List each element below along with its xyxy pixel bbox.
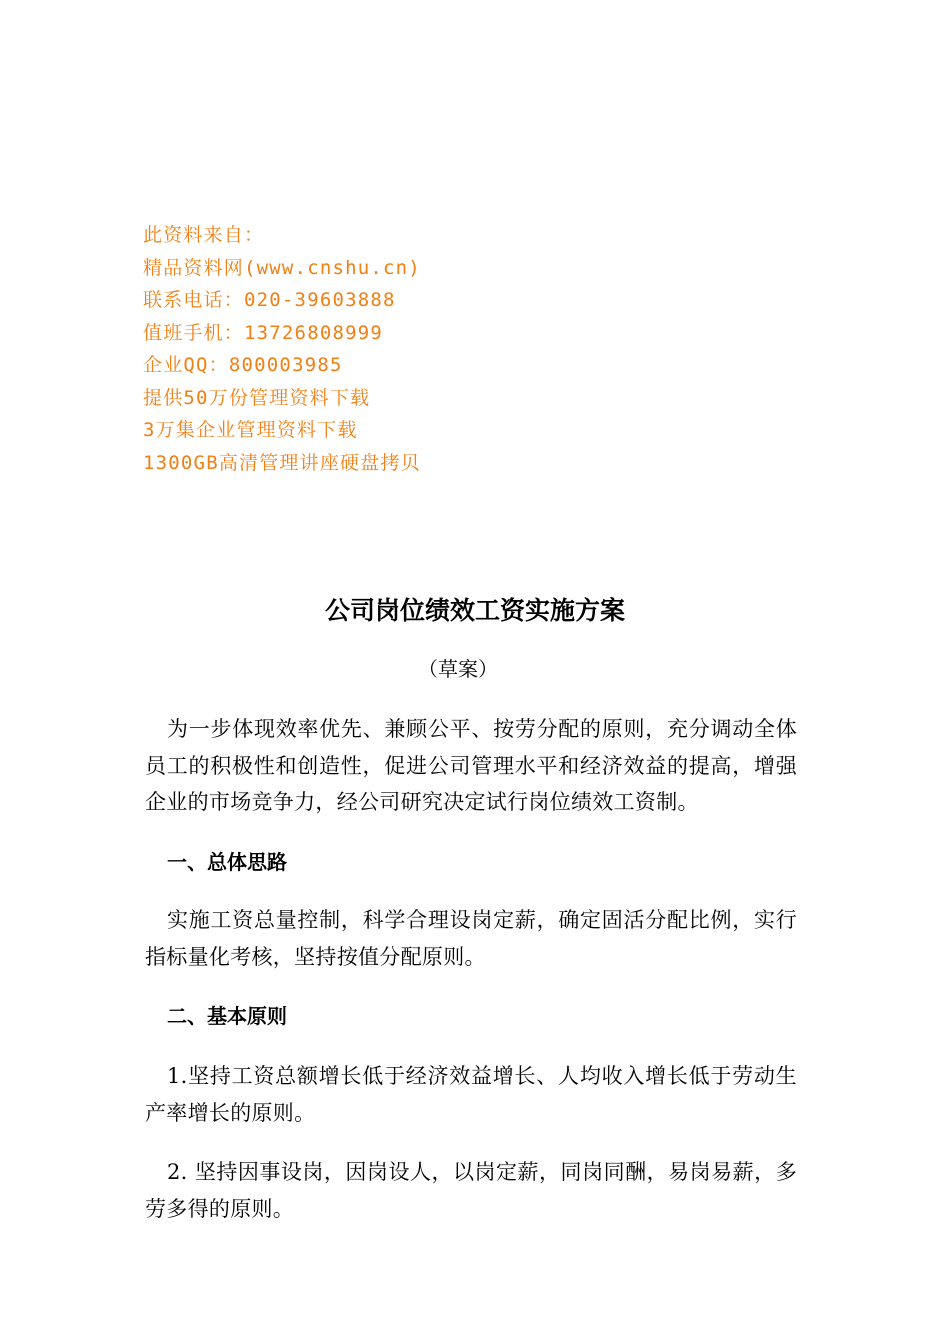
source-info-block (143, 219, 703, 479)
source-line-offer-3: 1300GB高清管理讲座硬盘拷贝 (143, 451, 421, 474)
source-line-intro: 此资料来自： (143, 224, 265, 246)
source-line-mobile: 值班手机：13726808999 (143, 321, 384, 344)
document-subtitle: （草案） (418, 657, 498, 681)
source-line-qq: 企业QQ：800003985 (143, 354, 343, 376)
intro-paragraph: 为一步体现效率优先、兼顾公平、按劳分配的原则，充分调动全体员工的积极性和创造性，促进公司管理水平和经济效益的提高，增强企业的市场竞争力，经公司研究决定试行岗位绩效工资制。 (145, 717, 797, 814)
section-paragraph: 实施工资总量控制，科学合理设岗定薪，确定固活分配比例，实行指标量化考核，坚持按值分配原则。 (145, 908, 797, 969)
source-line-website: 精品资料网(www.cnshu.cn) (143, 256, 421, 279)
source-line-offer-1: 提供50万份管理资料下载 (143, 386, 371, 409)
principle-paragraph-1: 1.坚持工资总额增长低于经济效益增长、人均收入增长低于劳动生产率增长的原则。 (145, 1064, 797, 1125)
section-heading-basic-principles: 二、基本原则 (167, 1004, 287, 1028)
principle-paragraph-2: 2. 坚持因事设岗，因岗设人，以岗定薪，同岗同酬，易岗易薪，多劳多得的原则。 (145, 1160, 797, 1221)
document-title: 公司岗位绩效工资实施方案 (324, 596, 625, 625)
section-heading-overall-approach: 一、总体思路 (167, 850, 287, 874)
source-line-offer-2: 3万集企业管理资料下载 (143, 419, 358, 441)
source-line-phone: 联系电话：020-39603888 (143, 289, 396, 311)
